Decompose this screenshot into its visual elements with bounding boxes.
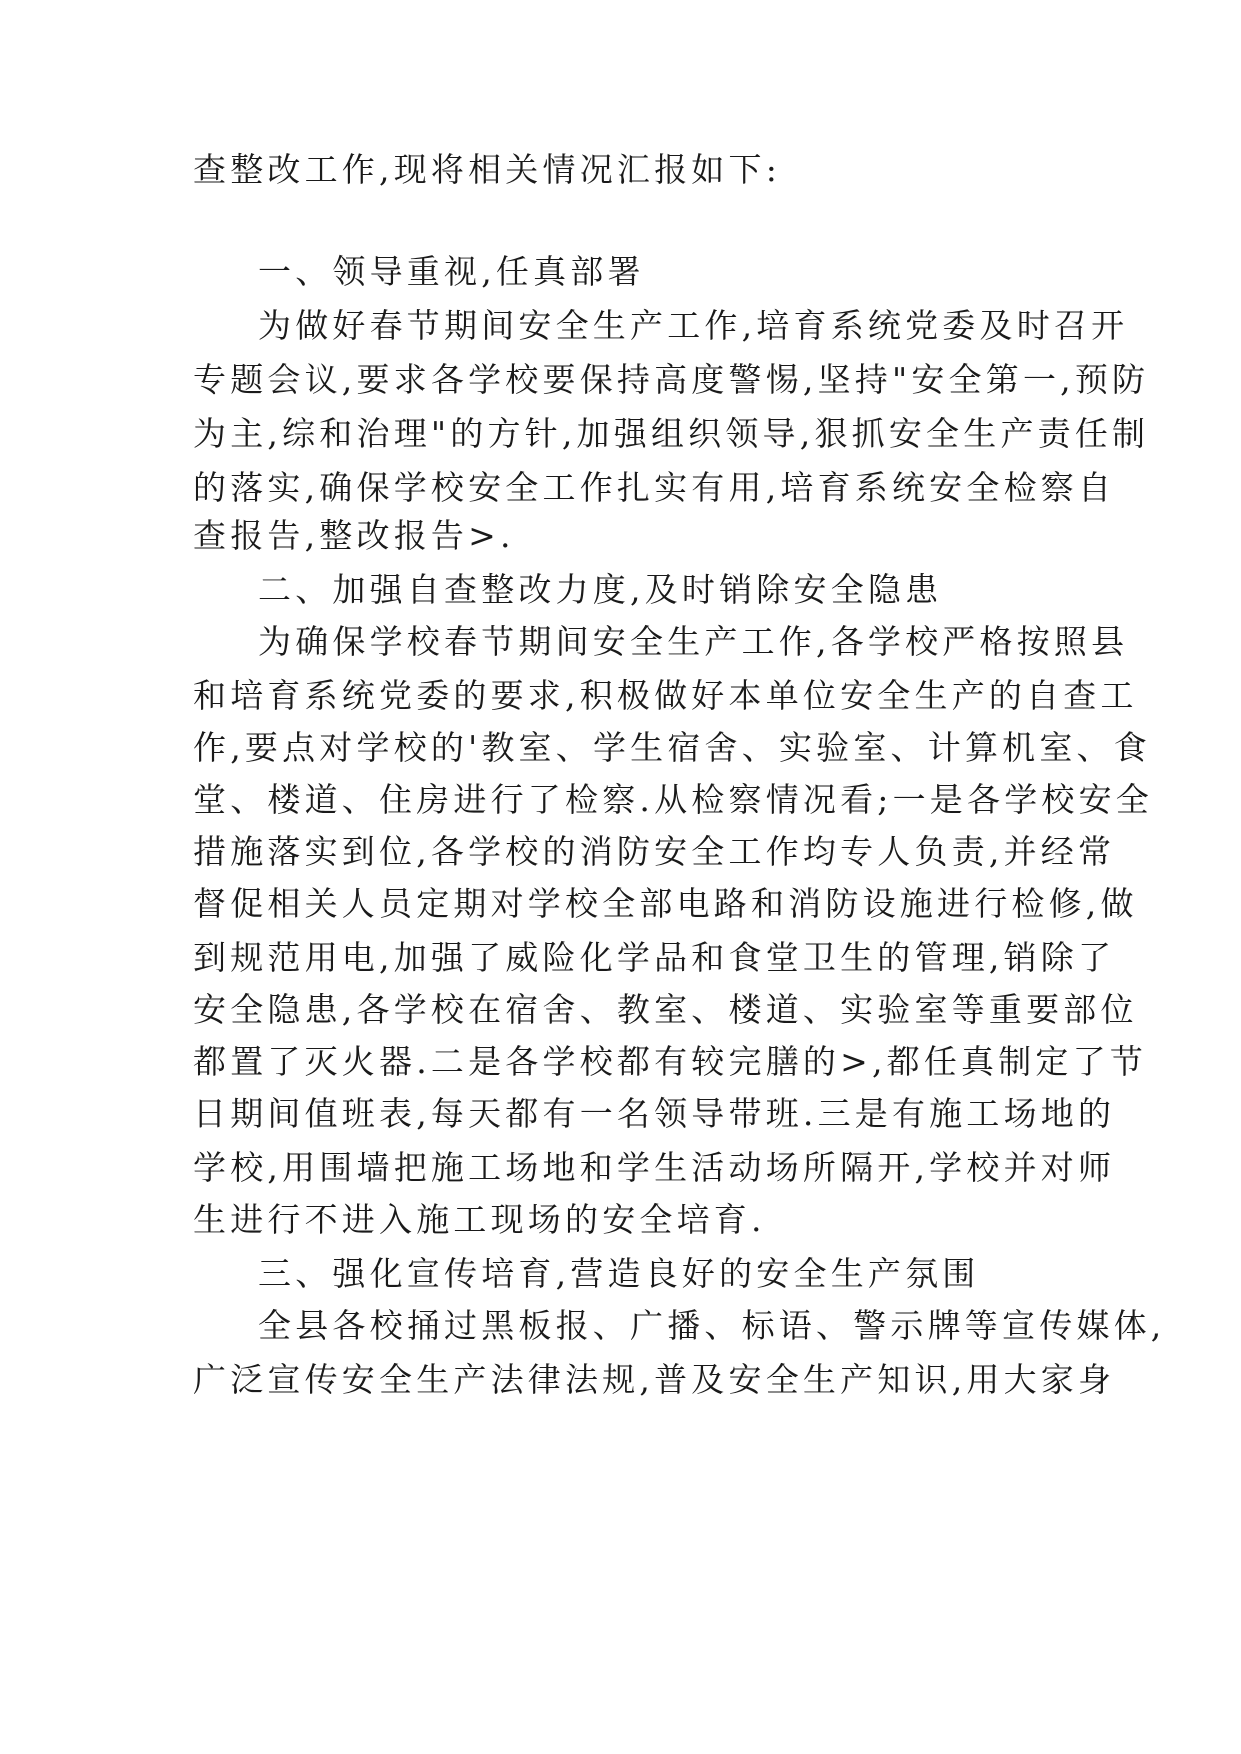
body-line: 到规范用电,加强了威险化学品和食堂卫生的管理,销除了	[193, 938, 1116, 977]
body-line: 广泛宣传安全生产法律法规,普及安全生产知识,用大家身	[193, 1360, 1116, 1399]
body-line: 日期间值班表,每天都有一名领导带班.三是有施工场地的	[193, 1094, 1116, 1133]
section-heading: 一、领导重视,任真部署	[258, 252, 645, 291]
body-line: 查整改工作,现将相关情况汇报如下:	[193, 150, 782, 189]
body-line: 为做好春节期间安全生产工作,培育系统党委及时召开	[258, 306, 1129, 345]
body-line: 生进行不进入施工现场的安全培育.	[193, 1200, 766, 1239]
body-line: 为确保学校春节期间安全生产工作,各学校严格按照县	[258, 622, 1129, 661]
body-line: 措施落实到位,各学校的消防安全工作均专人负责,并经常	[193, 832, 1116, 871]
section-heading: 三、强化宣传培育,营造良好的安全生产氛围	[258, 1254, 980, 1293]
body-line: 学校,用围墙把施工场地和学生活动场所隔开,学校并对师	[193, 1148, 1116, 1187]
body-line: 堂、楼道、住房进行了检察.从检察情况看;一是各学校安全	[193, 780, 1154, 819]
body-line: 为主,综和治理"的方针,加强组织领导,狠抓安全生产责任制	[193, 414, 1150, 453]
body-line: 的落实,确保学校安全工作扎实有用,培育系统安全检察自	[193, 468, 1116, 507]
body-line: 和培育系统党委的要求,积极做好本单位安全生产的自查工	[193, 676, 1138, 715]
body-line: 全县各校捅过黑板报、广播、标语、警示牌等宣传媒体,	[258, 1306, 1166, 1345]
body-line: 专题会议,要求各学校要保持高度警惕,坚持"安全第一,预防	[193, 360, 1150, 399]
body-line: 督促相关人员定期对学校全部电路和消防设施进行检修,做	[193, 884, 1138, 923]
body-line: 安全隐患,各学校在宿舍、教室、楼道、实验室等重要部位	[193, 990, 1138, 1029]
body-line: 作,要点对学校的'教室、学生宿舍、实验室、计算机室、食	[193, 728, 1151, 767]
section-heading: 二、加强自查整改力度,及时销除安全隐患	[258, 570, 943, 609]
body-line: 都置了灭火器.二是各学校都有较完膳的>,都任真制定了节	[193, 1042, 1148, 1081]
body-line: 查报告,整改报告>.	[193, 516, 515, 555]
